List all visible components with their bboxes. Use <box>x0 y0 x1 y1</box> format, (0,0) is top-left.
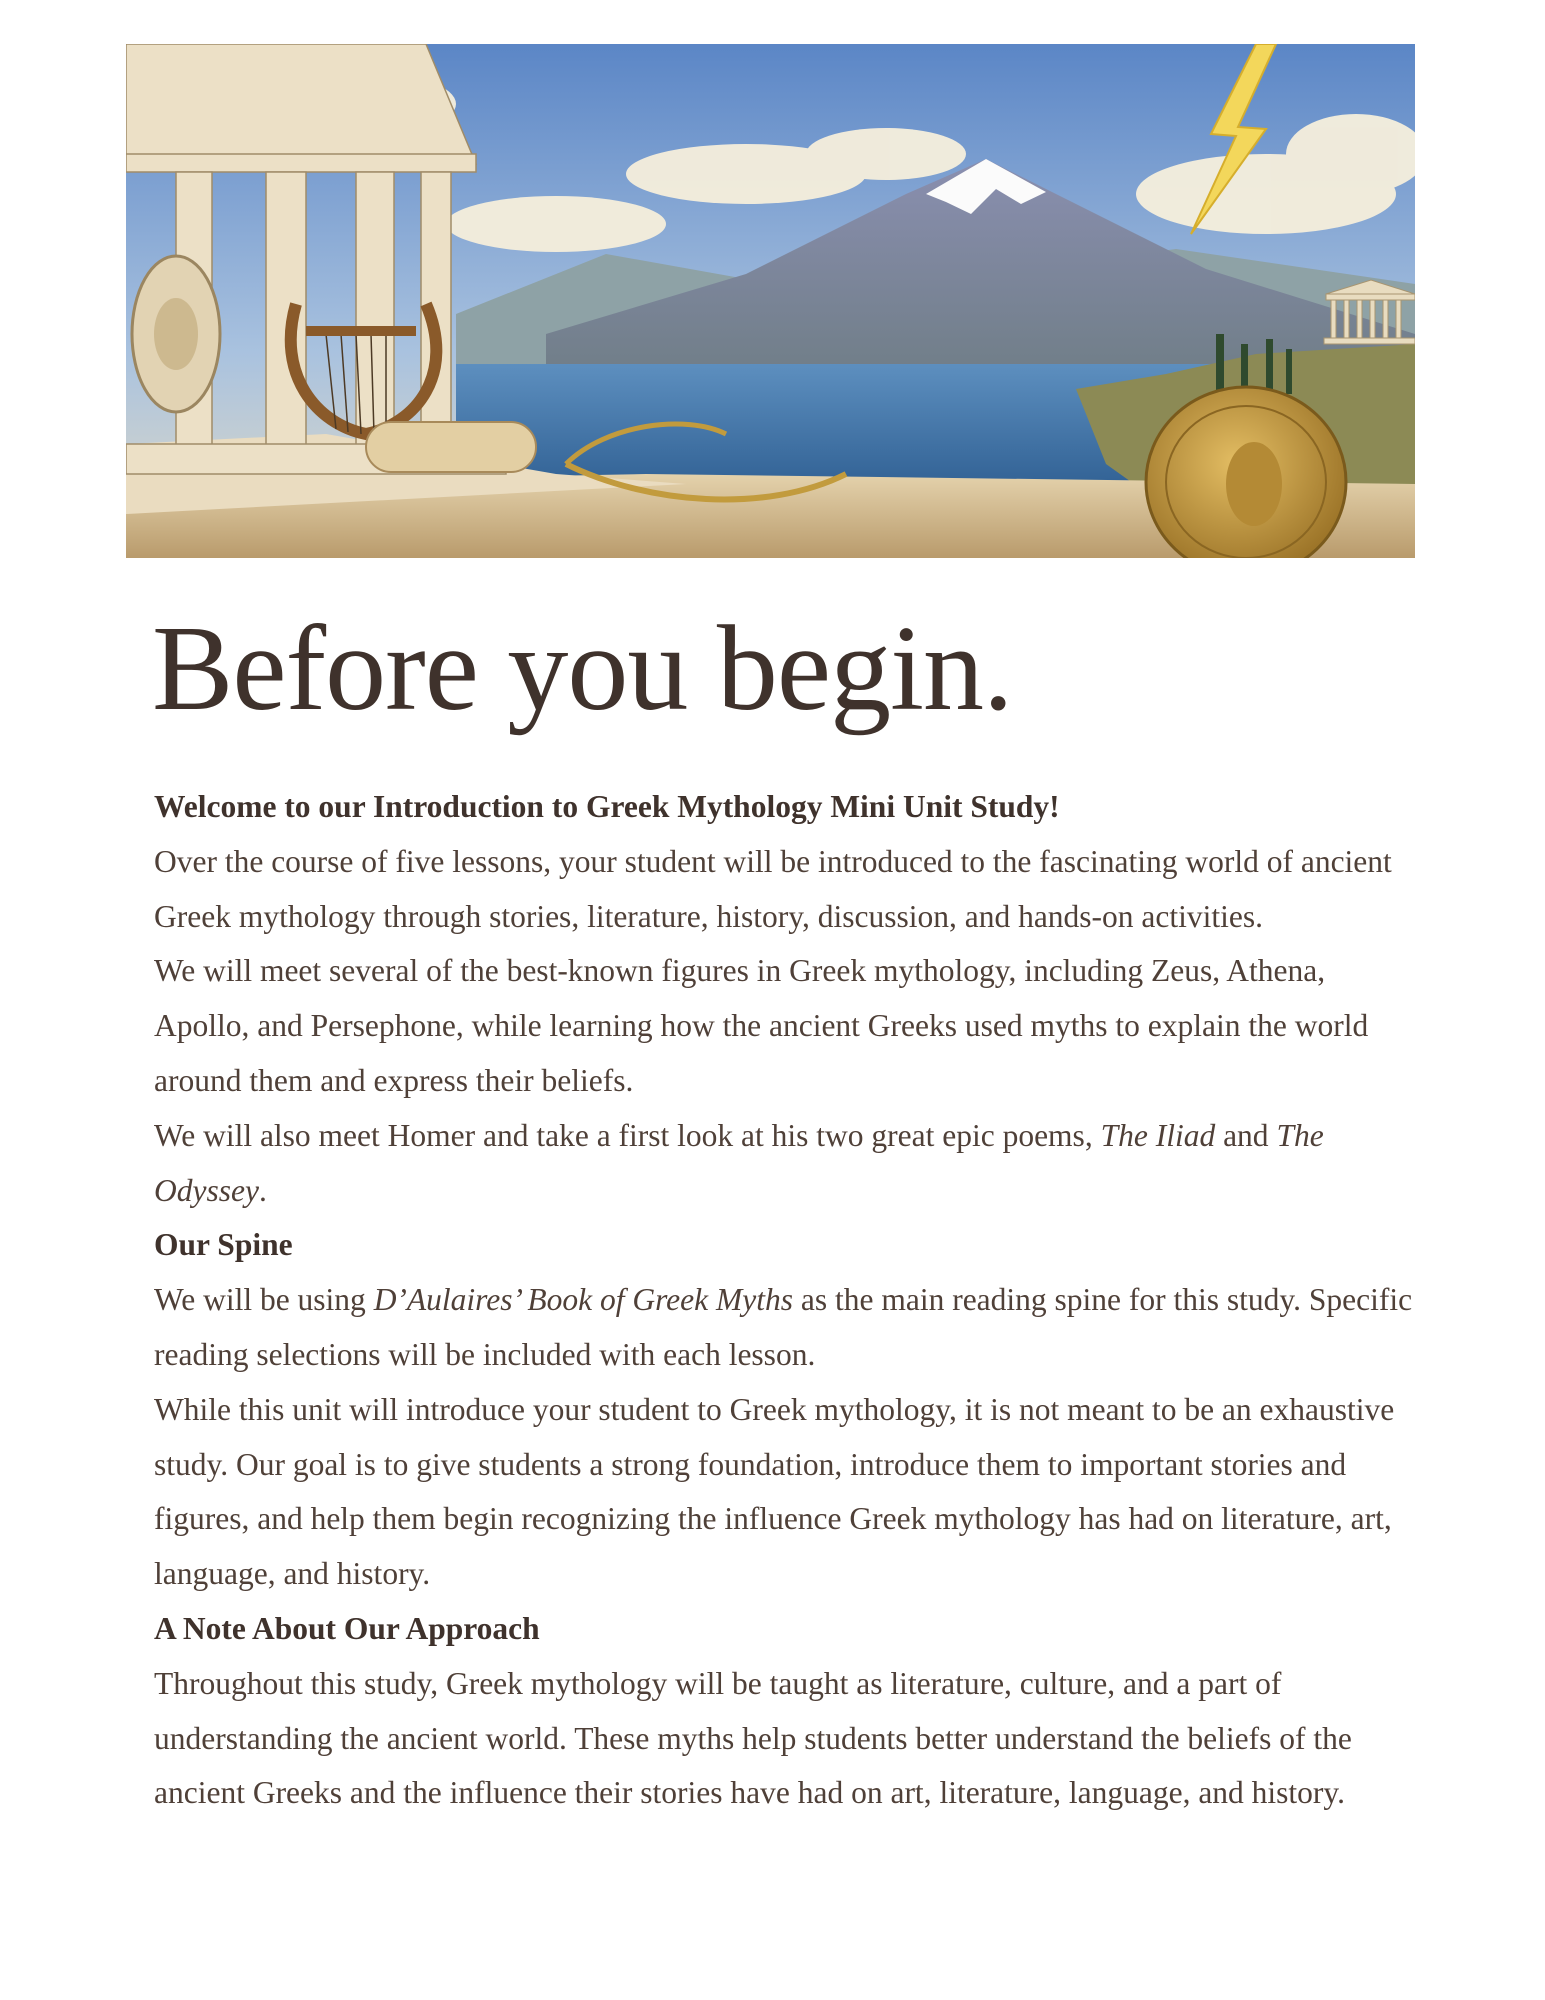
intro-paragraph-3 <box>154 1109 1424 1219</box>
odyssey-title: The Odyssey <box>154 1117 1324 1208</box>
spine-p1-text-before: We will be using <box>154 1282 374 1318</box>
intro-paragraph-2: We will meet several of the best-known figures in Greek mythology, including Zeus, Athena, Apollo, and Persephone, while learning how the ancient Greeks used myths to explain the world around them and express their beliefs. <box>154 953 1369 1098</box>
spine-paragraph-1 <box>154 1273 1424 1383</box>
spine-paragraph-2: While this unit will introduce your student to Greek mythology, it is not meant to be an exhaustive study. Our goal is to give students a strong foundation, introduce them to important stories and figures, and help them begin recognizing the influence Greek mythology has had on literature, art, language, and history. <box>154 1391 1395 1592</box>
intro-p3-text-after: . <box>258 1172 267 1208</box>
intro-paragraph-1: Over the course of five lessons, your student will be introduced to the fascinating world of ancient Greek mythology through stories, literature, history, discussion, and hands-on activities. <box>154 843 1392 934</box>
spine-book-title: D’Aulaires’ Book of Greek Myths <box>373 1282 793 1318</box>
approach-heading: A Note About Our Approach <box>154 1610 540 1646</box>
intro-p3-text-middle: and <box>1215 1117 1277 1153</box>
spine-heading: Our Spine <box>154 1227 293 1263</box>
spine-p1-text-after: as the main reading spine for this study. Specific reading selections will be included with each lesson. <box>154 1282 1413 1372</box>
body-content <box>154 780 1424 1821</box>
approach-paragraph-1: Throughout this study, Greek mythology will be taught as literature, culture, and a part of understanding the ancient world. These myths help students better understand the beliefs of the ancient Greeks and the influence their stories have had on art, literature, language, and history. <box>154 1665 1352 1811</box>
hero-banner <box>126 44 1415 558</box>
intro-heading: Welcome to our Introduction to Greek Mythology Mini Unit Study! <box>154 789 1060 824</box>
page-title: Before you begin. <box>152 601 1013 736</box>
intro-p3-text-before: We will also meet Homer and take a first look at his two great epic poems, <box>154 1117 1101 1153</box>
iliad-title: The Iliad <box>1100 1117 1216 1153</box>
greek-landscape-illustration <box>126 44 1415 558</box>
